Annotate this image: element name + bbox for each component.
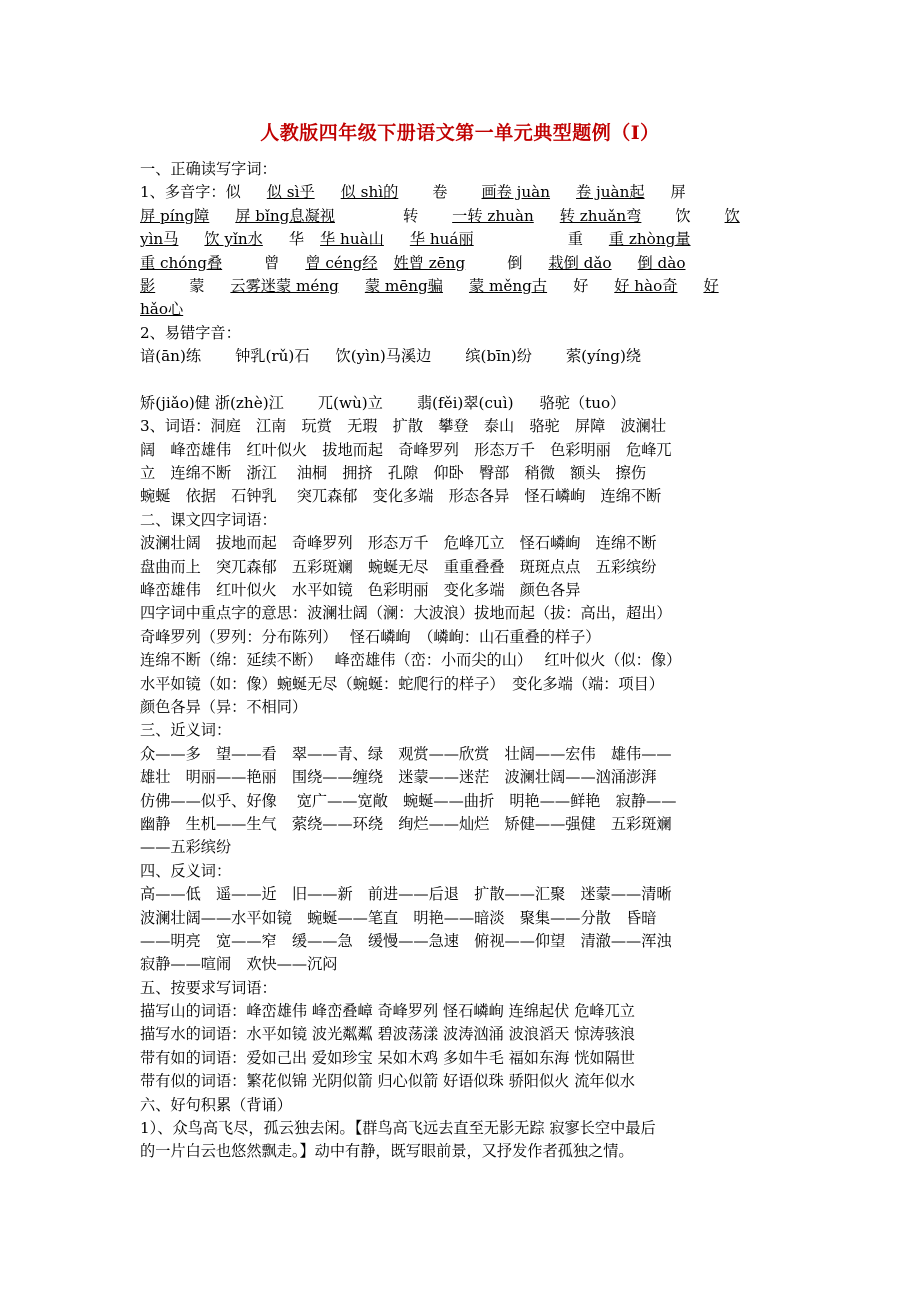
polyphonic-word: 屏 píng障: [140, 206, 210, 225]
section-heading-5: 五、按要求写词语：: [140, 978, 277, 997]
antonym-line-2: 波澜壮阔——水平如镜 蜿蜒——笔直 明艳——暗淡 聚集——分散 昏暗: [140, 908, 657, 927]
polyphonic-word: 蒙 mēng骗: [364, 276, 443, 295]
synonym-line-3: 仿佛——似乎、好像 宽广——宽敞 蜿蜒——曲折 明艳——鲜艳 寂静——: [140, 791, 677, 810]
misread-item: 萦(yíng)绕: [565, 347, 642, 366]
meaning-line-5: 颜色各异（异：不相同）: [140, 697, 308, 716]
misread-label: 2、易错字音：: [140, 323, 241, 342]
meaning-line-2: 奇峰罗列（罗列：分布陈列） 怪石嶙峋 （嶙峋：山石重叠的样子）: [140, 627, 601, 646]
polyphonic-word: 姓曾 zēng: [393, 253, 466, 272]
category-line-water: 描写水的词语：水平如镜 波光粼粼 碧波荡漾 波涛汹涌 波浪滔天 惊涛骇浪: [140, 1025, 635, 1044]
polyphonic-char: 倒: [507, 253, 523, 272]
misread-item: 谙(ān)练: [140, 347, 202, 366]
polyphonic-word: 倒 dào: [637, 253, 686, 272]
category-line-si: 带有似的词语：繁花似锦 光阴似箭 归心似箭 好语似珠 骄阳似火 流年似水: [140, 1072, 635, 1091]
misread-line-2: [140, 392, 790, 415]
document-body: [140, 158, 790, 1164]
polyphonic-word: 转 zhuǎn弯: [559, 206, 642, 225]
misread-item: 饮(yìn)马溪边: [335, 347, 432, 366]
category-line-ru: 带有如的词语：爱如己出 爱如珍宝 呆如木鸡 多如牛毛 福如东海 恍如隔世: [140, 1048, 635, 1067]
polyphonic-word: hǎo心: [140, 300, 184, 319]
words-line-3: 立 连绵不断 浙江 油桐 拥挤 孔隙 仰卧 臀部 稍微 额头 擦伤: [140, 464, 647, 483]
polyphonic-word: 华 huà山: [320, 230, 384, 249]
misread-item: 兀(wù)立: [317, 393, 383, 412]
polyphonic-char: 卷: [432, 183, 448, 202]
antonym-line-3: ——明亮 宽——窄 缓——急 缓慢——急速 俯视——仰望 清澈——浑浊: [140, 931, 672, 950]
polyphonic-word: 蒙 měng古: [468, 276, 548, 295]
misread-item: 钟乳(rǔ)石: [235, 347, 310, 366]
polyphonic-line-2: [140, 205, 790, 228]
polyphonic-line-4: [140, 252, 790, 275]
synonym-line-4: 幽静 生机——生气 萦绕——环绕 绚烂——灿烂 矫健——强健 五彩斑斓: [140, 814, 672, 833]
section-heading-6: 六、好句积累（背诵）: [140, 1095, 292, 1114]
polyphonic-word: 云雾迷蒙 méng: [230, 276, 339, 295]
section-heading-2: 二、课文四字词语：: [140, 510, 277, 529]
four-char-line-2: 盘曲而上 突兀森郁 五彩斑斓 蜿蜒无尽 重重叠叠 斑斑点点 五彩缤纷: [140, 557, 657, 576]
polyphonic-char: 好: [573, 276, 589, 295]
polyphonic-char: 重: [567, 230, 583, 249]
polyphonic-char: 饮: [675, 206, 691, 225]
polyphonic-word: 画卷 juàn: [481, 183, 551, 202]
meaning-line-3: 连绵不断（绵：延续不断） 峰峦雄伟（峦：小而尖的山） 红叶似火（似：像）: [140, 651, 682, 670]
polyphonic-word: 似 sì乎: [266, 183, 315, 202]
section-heading-1: 一、正确读写字词：: [140, 160, 277, 178]
meaning-line-4: 水平如镜（如：像）蜿蜒无尽（蜿蜒：蛇爬行的样子） 变化多端（端：项目）: [140, 674, 664, 693]
polyphonic-word: 栽倒 dǎo: [548, 253, 612, 272]
synonym-line-1: 众——多 望——看 翠——青、绿 观赏——欣赏 壮阔——宏伟 雄伟——: [140, 744, 672, 763]
polyphonic-word: 重 zhòng量: [608, 230, 691, 249]
meaning-line-1: 四字词中重点字的意思：波澜壮阔（澜：大波浪）拔地而起（拔：高出，超出）: [140, 604, 672, 623]
misread-item: 缤(bīn)纷: [465, 347, 532, 366]
category-line-mountain: 描写山的词语：峰峦雄伟 峰峦叠嶂 奇峰罗列 怪石嶙峋 连绵起伏 危峰兀立: [140, 1002, 635, 1021]
polyphonic-word: 似 shì的: [340, 183, 399, 202]
polyphonic-line-3: [140, 228, 790, 251]
words-line-2: 阔 峰峦雄伟 红叶似火 拔地而起 奇峰罗列 形态万千 色彩明丽 危峰兀: [140, 440, 672, 459]
synonym-line-5: ——五彩缤纷: [140, 838, 232, 857]
section-heading-4: 四、反义词：: [140, 861, 232, 880]
polyphonic-char: 曾: [264, 253, 280, 272]
misread-line-1: [140, 345, 790, 368]
polyphonic-word: 华 huá丽: [409, 230, 474, 249]
polyphonic-line-6: [140, 298, 790, 321]
polyphonic-char: 屏: [670, 183, 686, 202]
polyphonic-word: 卷 juàn起: [576, 183, 645, 202]
sentence-line-1: 1）、众鸟高飞尽，孤云独去闲。【群鸟高飞远去直至无影无踪 寂寥长空中最后: [140, 1119, 656, 1138]
polyphonic-char: 华: [288, 230, 305, 249]
sentence-line-2: 的一片白云也悠然飘走。】动中有静，既写眼前景，又抒发作者孤独之情。: [140, 1142, 634, 1161]
polyphonic-word: 饮 yǐn水: [204, 230, 263, 249]
polyphonic-line-1: [140, 181, 790, 204]
four-char-line-1: 波澜壮阔 拔地而起 奇峰罗列 形态万千 危峰兀立 怪石嶙峋 连绵不断: [140, 534, 657, 553]
words-line-4: 蜿蜒 依据 石钟乳 突兀森郁 变化多端 形态各异 怪石嶙峋 连绵不断: [140, 487, 662, 506]
polyphonic-word: 屏 bǐng息凝视: [235, 206, 335, 225]
polyphonic-word: 饮: [724, 206, 740, 225]
polyphonic-char: 转: [402, 206, 419, 225]
polyphonic-word: 好: [703, 276, 719, 295]
misread-item: 骆驼（tuo）: [539, 393, 626, 412]
polyphonic-line-5: [140, 275, 790, 298]
section-heading-3: 三、近义词：: [140, 721, 232, 740]
synonym-line-2: 雄壮 明丽——艳丽 围绕——缠绕 迷蒙——迷茫 波澜壮阔——汹涌澎湃: [140, 768, 657, 787]
polyphonic-label: 1、多音字：似: [140, 183, 241, 202]
antonym-line-4: 寂静——喧闹 欢快——沉闷: [140, 955, 338, 974]
polyphonic-char: 蒙: [189, 276, 205, 295]
antonym-line-1: 高——低 遥——近 旧——新 前进——后退 扩散——汇聚 迷蒙——清晰: [140, 885, 672, 904]
four-char-line-3: 峰峦雄伟 红叶似火 水平如镜 色彩明丽 变化多端 颜色各异: [140, 581, 581, 600]
polyphonic-word: 一转 zhuàn: [452, 206, 534, 225]
polyphonic-word: 影: [140, 276, 156, 295]
polyphonic-word: 重 chóng叠: [140, 253, 223, 272]
page-title: 人教版四年级下册语文第一单元典型题例（I）: [260, 122, 660, 144]
misread-item: 翡(fěi)翠(cuì): [416, 393, 514, 412]
misread-item: 矫(jiǎo)健 浙(zhè)江: [140, 393, 284, 412]
polyphonic-word: yìn马: [140, 230, 179, 249]
words-line-1: 3、词语：洞庭 江南 玩赏 无瑕 扩散 攀登 泰山 骆驼 屏障 波澜壮: [140, 417, 667, 436]
polyphonic-word: 曾 céng经: [305, 253, 378, 272]
polyphonic-word: 好 hào奇: [614, 276, 678, 295]
